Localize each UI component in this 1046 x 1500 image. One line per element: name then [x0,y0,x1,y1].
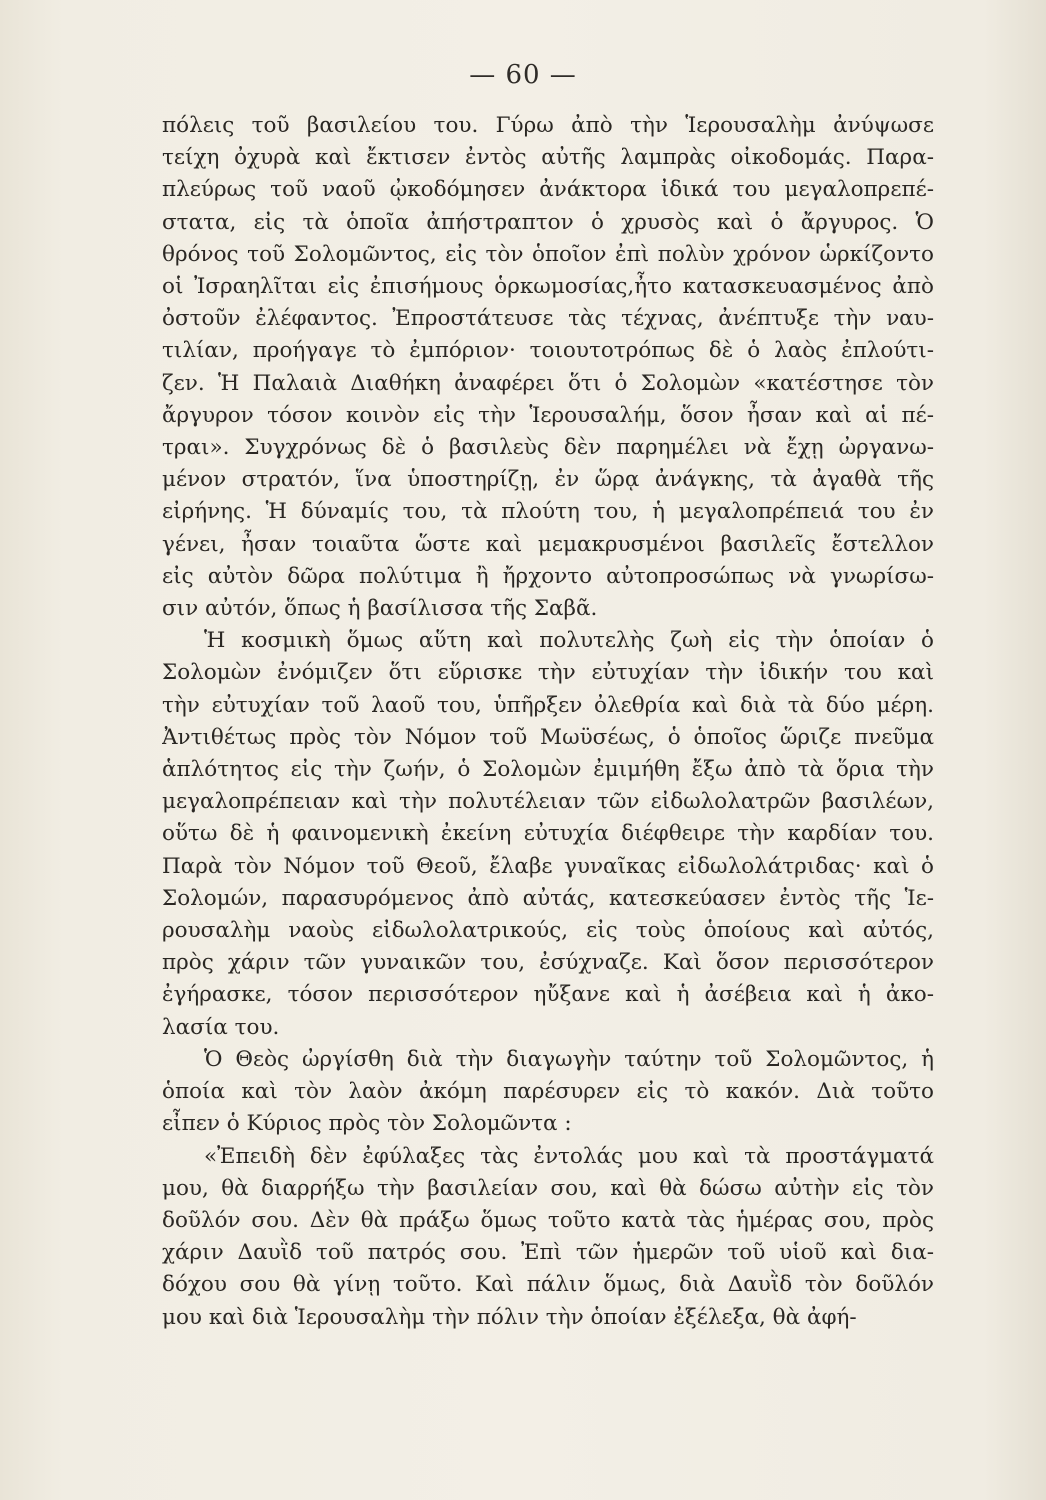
text-line: τραι». Συγχρόνως δὲ ὁ βασιλεὺς δὲν παρημέλει νὰ ἔχῃ ὠργανω- [162,435,934,461]
text-line: «Ἐπειδὴ δὲν ἐφύλαξες τὰς ἐντολάς μου καὶ τὰ προστάγματά [204,1143,934,1169]
text-line: μου καὶ διὰ Ἱερουσαλὴμ τὴν πόλιν τὴν ὁποίαν ἐξέλεξα, θὰ ἀφή- [162,1304,857,1330]
text-line: Ὁ Θεὸς ὠργίσθη διὰ τὴν διαγωγὴν ταύτην τοῦ Σολομῶντος, ἡ [204,1046,934,1072]
text-line: πλεύρως τοῦ ναοῦ ᾠκοδόμησεν ἀνάκτορα ἰδικά του μεγαλοπρεπέ- [162,177,934,203]
text-line: θρόνος τοῦ Σολομῶντος, εἰς τὸν ὁποῖον ἐπὶ πολὺν χρόνον ὡρκίζοντο [162,241,934,267]
text-line: Ἀντιθέτως πρὸς τὸν Νόμον τοῦ Μωϋσέως, ὁ ὁποῖος ὥριζε πνεῦμα [162,724,934,750]
text-line: ὁποία καὶ τὸν λαὸν ἀκόμη παρέσυρεν εἰς τὸ κακόν. Διὰ τοῦτο [162,1079,934,1105]
paragraph [162,110,934,625]
text-line: σιν αὐτόν, ὅπως ἡ βασίλισσα τῆς Σαβᾶ. [162,596,598,622]
paragraph [162,1141,934,1334]
text-line: μεγαλοπρέπειαν καὶ τὴν πολυτέλειαν τῶν εἰδωλολατρῶν βασιλέων, [162,789,934,815]
text-line: μένον στρατόν, ἵνα ὑποστηρίζῃ, ἐν ὥρᾳ ἀνάγκης, τὰ ἀγαθὰ τῆς [162,467,934,493]
text-line: στατα, εἰς τὰ ὁποῖα ἀπήστραπτον ὁ χρυσὸς καὶ ὁ ἄργυρος. Ὁ [162,209,934,235]
text-line: δοῦλόν σου. Δὲν θὰ πράξω ὅμως τοῦτο κατὰ τὰς ἡμέρας σου, πρὸς [162,1207,934,1233]
text-line: οὕτω δὲ ἡ φαινομενικὴ ἐκείνη εὐτυχία διέφθειρε τὴν καρδίαν του. [162,821,934,847]
text-line: Σολομών, παρασυρόμενος ἀπὸ αὐτάς, κατεσκεύασεν ἐντὸς τῆς Ἱε- [162,885,934,911]
text-line: χάριν Δαυῒδ τοῦ πατρός σου. Ἐπὶ τῶν ἡμερῶν τοῦ υἱοῦ καὶ δια- [162,1240,934,1266]
text-line: τείχη ὀχυρὰ καὶ ἔκτισεν ἐντὸς αὐτῆς λαμπρὰς οἰκοδομάς. Παρα- [162,145,934,171]
page-number: — 60 — [469,60,577,90]
text-line: μου, θὰ διαρρήξω τὴν βασιλείαν σου, καὶ θὰ δώσω αὐτὴν εἰς τὸν [162,1175,934,1201]
text-line: Παρὰ τὸν Νόμον τοῦ Θεοῦ, ἔλαβε γυναῖκας εἰδωλολάτριδας· καὶ ὁ [162,853,934,879]
text-line: Ἡ κοσμικὴ ὅμως αὕτη καὶ πολυτελὴς ζωὴ εἰς τὴν ὁποίαν ὁ [204,628,934,654]
text-line: ἁπλότητος εἰς τὴν ζωήν, ὁ Σολομὼν ἐμιμήθη ἔξω ἀπὸ τὰ ὅρια τὴν [162,757,934,783]
text-line: εἰρήνης. Ἡ δύναμίς του, τὰ πλούτη του, ἡ μεγαλοπρέπειά του ἐν [162,499,934,525]
text-line: γένει, ἦσαν τοιαῦτα ὥστε καὶ μεμακρυσμένοι βασιλεῖς ἔστελλον [162,531,934,557]
text-line: τιλίαν, προήγαγε τὸ ἐμπόριον· τοιουτοτρόπως δὲ ὁ λαὸς ἐπλούτι- [162,338,934,364]
paragraph [162,1044,934,1141]
text-line: δόχου σου θὰ γίνῃ τοῦτο. Καὶ πάλιν ὅμως, διὰ Δαυῒδ τὸν δοῦλόν [162,1272,934,1298]
paragraph [162,625,934,1044]
body-text [162,110,934,1334]
text-line: ρουσαλὴμ ναοὺς εἰδωλολατρικούς, εἰς τοὺς ὁποίους καὶ αὐτός, [162,918,934,944]
text-line: λασία του. [162,1014,280,1040]
text-line: τὴν εὐτυχίαν τοῦ λαοῦ του, ὑπῆρξεν ὀλεθρία καὶ διὰ τὰ δύο μέρη. [162,692,934,718]
text-line: ἄργυρον τόσον κοινὸν εἰς τὴν Ἱερουσαλήμ, ὅσον ἦσαν καὶ αἱ πέ- [162,402,934,428]
text-line: εἶπεν ὁ Κύριος πρὸς τὸν Σολομῶντα : [162,1111,572,1137]
text-line: πόλεις τοῦ βασιλείου του. Γύρω ἀπὸ τὴν Ἱερουσαλὴμ ἀνύψωσε [162,113,934,138]
text-line: εἰς αὐτὸν δῶρα πολύτιμα ἢ ἤρχοντο αὐτοπροσώπως νὰ γνωρίσω- [162,563,934,589]
text-line: ὀστοῦν ἐλέφαντος. Ἐπροστάτευσε τὰς τέχνας, ἀνέπτυξε τὴν ναυ- [162,306,934,332]
text-line: Σολομὼν ἐνόμιζεν ὅτι εὕρισκε τὴν εὐτυχίαν τὴν ἰδικήν του καὶ [162,660,934,686]
text-line: ζεν. Ἡ Παλαιὰ Διαθήκη ἀναφέρει ὅτι ὁ Σολομὼν «κατέστησε τὸν [162,370,934,396]
text-line: οἱ Ἰσραηλῖται εἰς ἐπισήμους ὁρκωμοσίας,ἦτο κατασκευασμένος ἀπὸ [162,274,934,300]
text-line: πρὸς χάριν τῶν γυναικῶν του, ἐσύχναζε. Καὶ ὅσον περισσότερον [162,950,934,976]
text-line: ἐγήρασκε, τόσον περισσότερον ηὔξανε καὶ ἡ ἀσέβεια καὶ ἡ ἀκο- [162,982,934,1008]
